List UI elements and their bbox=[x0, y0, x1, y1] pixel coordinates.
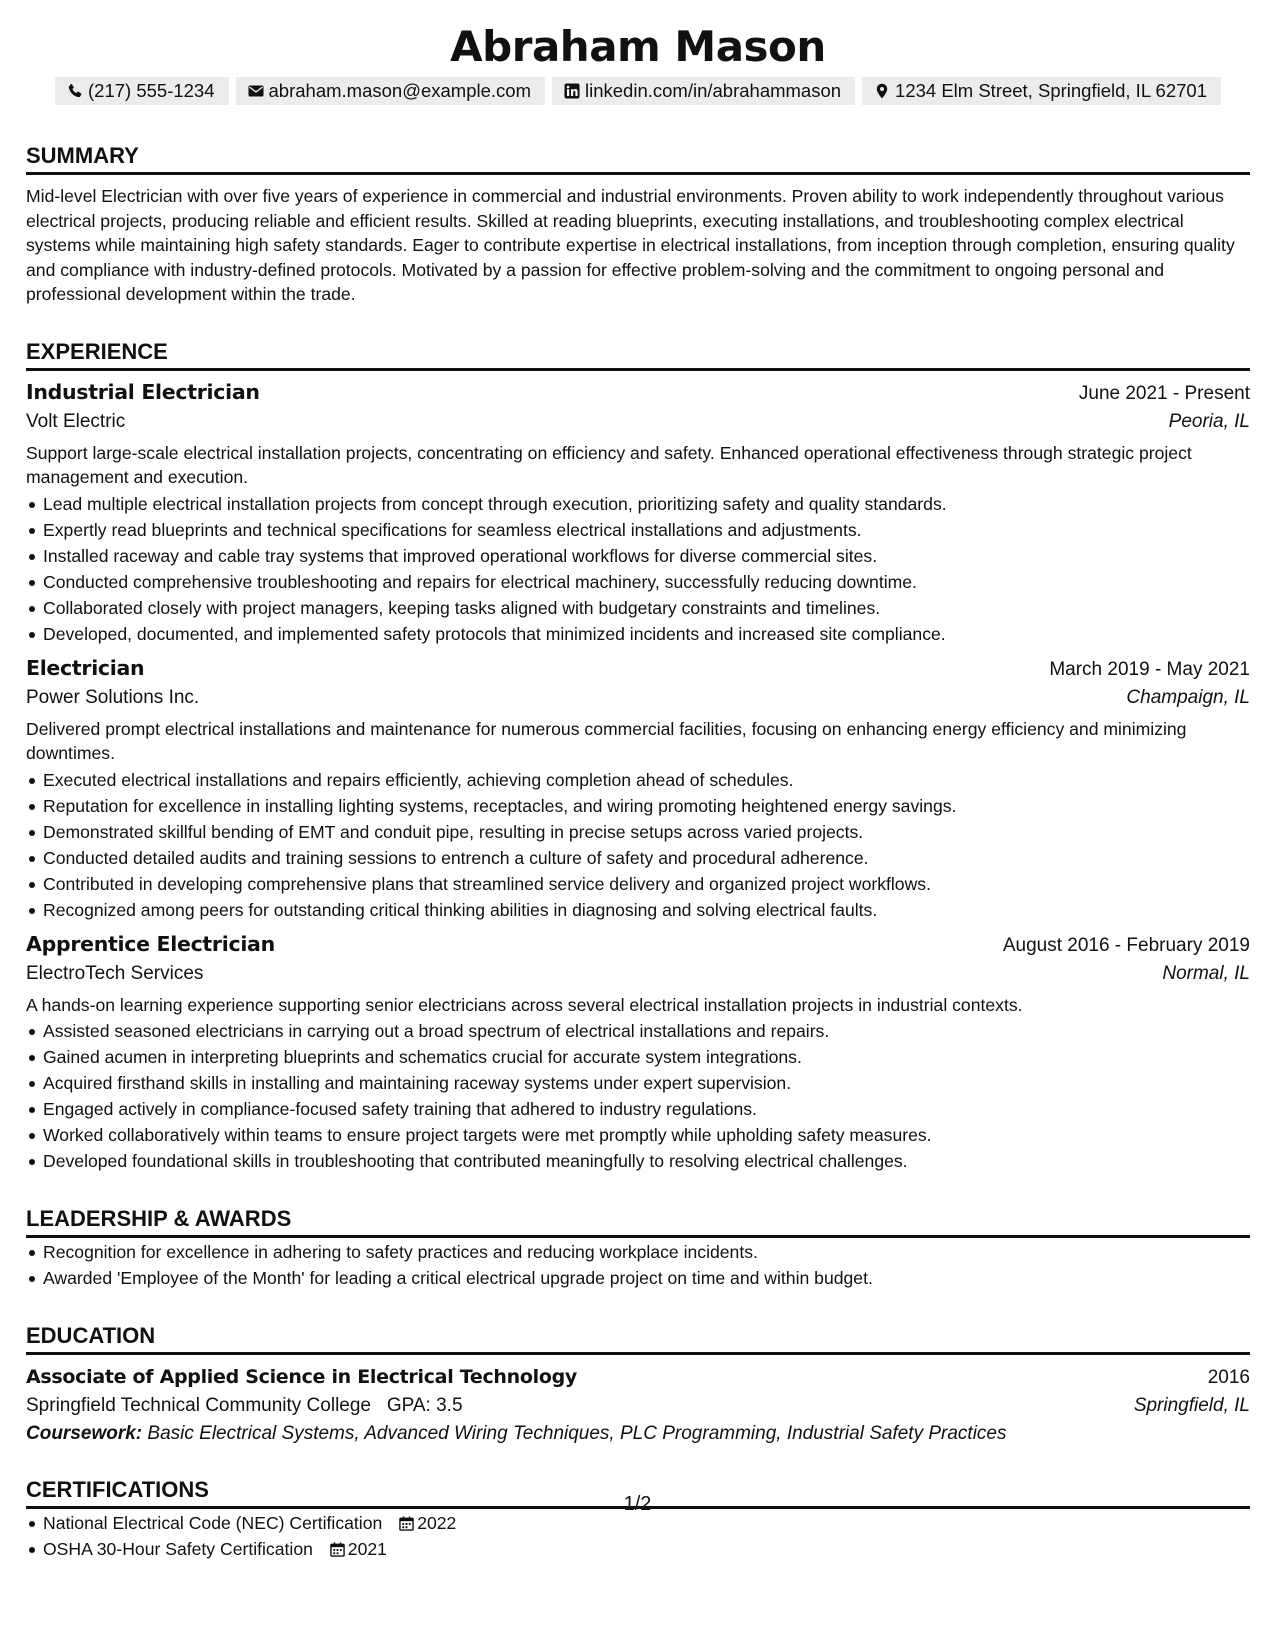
coursework-label: Coursework: bbox=[26, 1423, 143, 1444]
list-item: Recognition for excellence in adhering to safety practices and reducing workplace incidents. bbox=[26, 1239, 1250, 1265]
cert-name: OSHA 30-Hour Safety Certification bbox=[43, 1539, 313, 1559]
job-entry bbox=[26, 656, 1250, 923]
graduation-year: 2016 bbox=[1207, 1367, 1250, 1388]
envelope-icon bbox=[248, 83, 264, 99]
linkedin-text: linkedin.com/in/abrahammason bbox=[585, 79, 842, 101]
job-role: Industrial Electrician bbox=[26, 379, 260, 404]
list-item: Executed electrical installations and repairs efficiently, achieving completion ahead of schedules. bbox=[26, 767, 1250, 793]
job-location: Champaign, IL bbox=[1126, 686, 1250, 708]
job-location: Normal, IL bbox=[1162, 962, 1250, 984]
resume-page bbox=[26, 0, 1250, 1562]
list-item: Worked collaboratively within teams to ensure project targets were met promptly while upholding safety measures. bbox=[26, 1122, 1250, 1148]
calendar-icon bbox=[330, 1542, 345, 1557]
job-company: Power Solutions Inc. bbox=[26, 686, 200, 708]
address-text: 1234 Elm Street, Springfield, IL 62701 bbox=[895, 79, 1207, 101]
phone-text: (217) 555-1234 bbox=[88, 79, 215, 101]
list-item: Collaborated closely with project managers, keeping tasks aligned with budgetary constraints and timelines. bbox=[26, 595, 1250, 621]
linkedin-icon bbox=[564, 83, 580, 99]
degree-title: Associate of Applied Science in Electrical Technology bbox=[26, 1366, 577, 1388]
job-entry bbox=[26, 380, 1250, 647]
school-name: Springfield Technical Community College bbox=[26, 1395, 371, 1416]
job-bullets bbox=[26, 491, 1250, 647]
job-description: A hands-on learning experience supporting senior electricians across several electrical installation projects in industrial contexts. bbox=[26, 994, 1023, 1015]
list-item: Assisted seasoned electricians in carrying out a broad spectrum of electrical installations and repairs. bbox=[26, 1018, 1250, 1044]
certifications-heading: CERTIFICATIONS bbox=[26, 1477, 1250, 1509]
list-item: Acquired firsthand skills in installing and maintaining raceway systems under expert supervision. bbox=[26, 1070, 1250, 1096]
job-location: Peoria, IL bbox=[1168, 410, 1250, 432]
coursework-list: Basic Electrical Systems, Advanced Wiring Techniques, PLC Programming, Industrial Safety Practices bbox=[147, 1423, 1007, 1444]
calendar-icon bbox=[399, 1516, 414, 1531]
job-role: Electrician bbox=[26, 655, 145, 680]
list-item: Conducted detailed audits and training sessions to entrench a culture of safety and procedural adherence. bbox=[26, 845, 1250, 871]
cert-name: National Electrical Code (NEC) Certification bbox=[43, 1513, 383, 1533]
education-heading: EDUCATION bbox=[26, 1323, 1250, 1355]
job-dates: August 2016 - February 2019 bbox=[1002, 934, 1250, 956]
list-item: Installed raceway and cable tray systems that improved operational workflows for diverse commercial sites. bbox=[26, 543, 1250, 569]
list-item: Developed foundational skills in troubleshooting that contributed meaningfully to resolving electrical challenges. bbox=[26, 1148, 1250, 1174]
gpa: GPA: 3.5 bbox=[386, 1395, 463, 1416]
job-description: Delivered prompt electrical installations and maintenance for numerous commercial facilities, focusing on enhancing energy efficiency and minimizing downtimes. bbox=[26, 718, 1187, 763]
list-item: Expertly read blueprints and technical specifications for seamless electrical installations and adjustments. bbox=[26, 517, 1250, 543]
map-pin-icon bbox=[874, 83, 890, 99]
page-number: 1/2 bbox=[623, 1493, 652, 1515]
job-company: ElectroTech Services bbox=[26, 962, 204, 984]
list-item: Developed, documented, and implemented safety protocols that minimized incidents and increased site compliance. bbox=[26, 621, 1250, 647]
awards-heading: LEADERSHIP & AWARDS bbox=[26, 1206, 1250, 1238]
list-item: Conducted comprehensive troubleshooting and repairs for electrical machinery, successfully reducing downtime. bbox=[26, 569, 1250, 595]
job-entry bbox=[26, 932, 1250, 1175]
contact-email[interactable] bbox=[236, 77, 545, 105]
candidate-name: Abraham Mason bbox=[450, 22, 826, 71]
job-company: Volt Electric bbox=[26, 410, 126, 432]
job-role: Apprentice Electrician bbox=[26, 931, 275, 956]
phone-icon bbox=[67, 83, 83, 99]
job-description: Support large-scale electrical installation projects, concentrating on efficiency and safety. Enhanced operational effectiveness through strategic project management and execution. bbox=[26, 442, 1192, 487]
contact-address bbox=[862, 77, 1221, 105]
contact-linkedin[interactable] bbox=[552, 77, 855, 105]
list-item: Engaged actively in compliance-focused safety training that adhered to industry regulations. bbox=[26, 1096, 1250, 1122]
coursework bbox=[26, 1423, 1250, 1445]
certifications-list bbox=[26, 1510, 1250, 1562]
list-item: Contributed in developing comprehensive plans that streamlined service delivery and organized project workflows. bbox=[26, 871, 1250, 897]
cert-year: 2021 bbox=[347, 1539, 387, 1559]
list-item: Gained acumen in interpreting blueprints and schematics crucial for accurate system integrations. bbox=[26, 1044, 1250, 1070]
cert-year: 2022 bbox=[417, 1513, 457, 1533]
list-item: Awarded 'Employee of the Month' for leading a critical electrical upgrade project on time and within budget. bbox=[26, 1265, 1250, 1291]
job-dates: June 2021 - Present bbox=[1078, 382, 1250, 404]
email-text: abraham.mason@example.com bbox=[268, 79, 531, 101]
summary-text: Mid-level Electrician with over five years of experience in commercial and industrial environments. Proven ability to work independently throughout various electrical projects, producing reliable and efficient results. Skilled at reading blueprints, executing installations, and troubleshooting complex electrical systems while maintaining high safety standards. Eager to contribute expertise in electrical installations, from inception through completion, ensuring quality and compliance with industry-defined protocols. Motivated by a passion for effective problem-solving and the commitment to ongoing personal and professional development within the trade. bbox=[26, 186, 1235, 304]
awards-list bbox=[26, 1239, 1250, 1291]
job-dates: March 2019 - May 2021 bbox=[1049, 658, 1250, 680]
experience-heading: EXPERIENCE bbox=[26, 339, 1250, 371]
list-item: Reputation for excellence in installing lighting systems, receptacles, and wiring promoting heightened energy savings. bbox=[26, 793, 1250, 819]
job-bullets bbox=[26, 767, 1250, 923]
job-bullets bbox=[26, 1018, 1250, 1174]
contact-bar bbox=[26, 77, 1250, 105]
list-item: Recognized among peers for outstanding critical thinking abilities in diagnosing and solving electrical faults. bbox=[26, 897, 1250, 923]
list-item bbox=[26, 1536, 1250, 1562]
school-location: Springfield, IL bbox=[1133, 1395, 1250, 1416]
list-item: Demonstrated skillful bending of EMT and conduit pipe, resulting in precise setups across varied projects. bbox=[26, 819, 1250, 845]
summary-heading: SUMMARY bbox=[26, 143, 1250, 175]
list-item: Lead multiple electrical installation projects from concept through execution, prioritizing safety and quality standards. bbox=[26, 491, 1250, 517]
contact-phone bbox=[55, 77, 229, 105]
